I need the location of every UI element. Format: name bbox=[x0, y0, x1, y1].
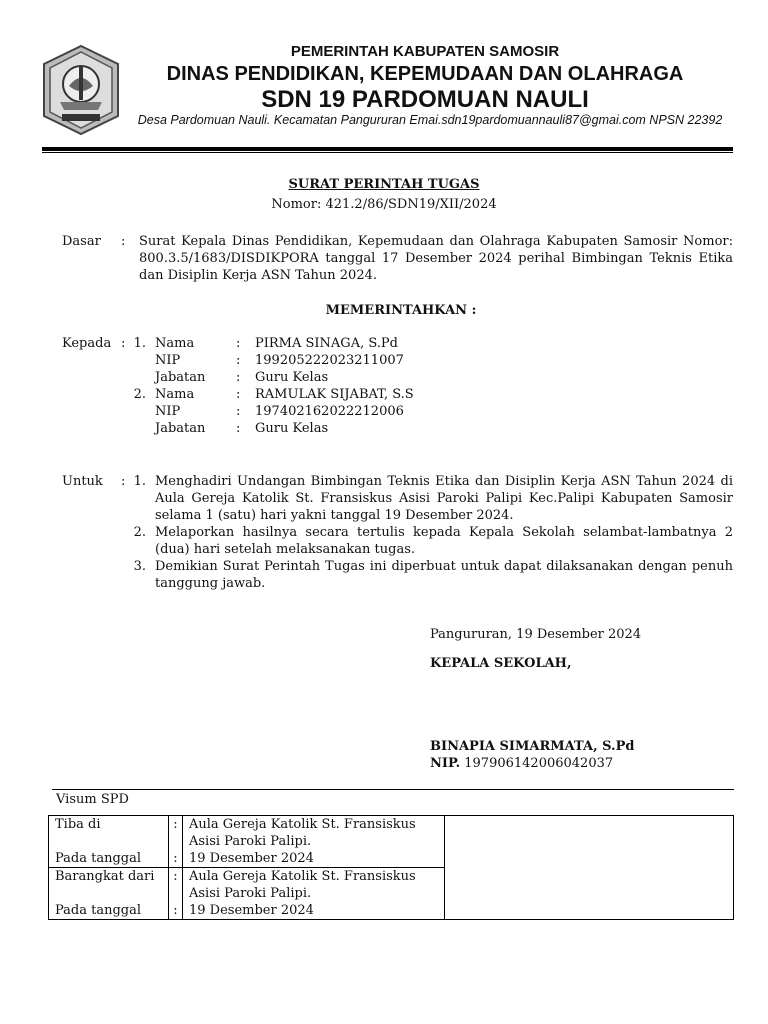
signature-place-date: Pangururan, 19 Desember 2024 bbox=[430, 627, 642, 642]
visum-row-arrival bbox=[49, 816, 734, 868]
colon: : bbox=[236, 336, 241, 351]
colon: : bbox=[173, 851, 178, 866]
person-name-label: Nama bbox=[155, 336, 195, 351]
untuk-colon: : bbox=[121, 474, 126, 489]
signature-nip-label: NIP. bbox=[430, 756, 461, 771]
untuk-item-number: 1. bbox=[133, 474, 146, 489]
dasar-label: Dasar bbox=[62, 234, 101, 249]
kepada-colon: : bbox=[121, 336, 126, 351]
visum-date: 19 Desember 2024 bbox=[189, 851, 314, 866]
person-name-label: Nama bbox=[155, 387, 195, 402]
visum-table bbox=[48, 815, 734, 920]
person-number: 1. bbox=[133, 336, 146, 351]
untuk-item-text: Demikian Surat Perintah Tugas ini diperbuat untuk dapat dilaksanakan dengan penuh tanggung jawab. bbox=[155, 559, 733, 591]
signature-position: KEPALA SEKOLAH, bbox=[430, 656, 572, 671]
letterhead-department: DINAS PENDIDIKAN, KEPEMUDAAN DAN OLAHRAGA bbox=[166, 63, 684, 85]
person-number: 2. bbox=[133, 387, 146, 402]
visum-place-line2: Asisi Paroki Palipi. bbox=[189, 886, 312, 901]
colon: : bbox=[173, 903, 178, 918]
person-nip-label: NIP bbox=[155, 404, 181, 419]
signature-nip: 197906142006042037 bbox=[464, 756, 614, 771]
colon: : bbox=[236, 387, 241, 402]
visum-row-label: Barangkat dari bbox=[55, 869, 155, 884]
person-nip: 199205222023211007 bbox=[255, 353, 404, 368]
letterhead-divider-thick bbox=[42, 147, 733, 151]
visum-row-label: Tiba di bbox=[55, 817, 101, 832]
person-jabatan: Guru Kelas bbox=[255, 421, 329, 436]
document-title: SURAT PERINTAH TUGAS bbox=[288, 177, 480, 192]
letterhead-divider-thin bbox=[42, 152, 733, 153]
dasar-text: Surat Kepala Dinas Pendidikan, Kepemudaan dan Olahraga Kabupaten Samosir Nomor: 800.3.5/1683/DISDIKPORA tanggal 17 Desember 2024 perihal Bimbingan Teknis Etika dan Disiplin Kerja ASN Tahun 2024. bbox=[139, 234, 733, 283]
visum-row-label-cell bbox=[49, 868, 169, 920]
untuk-label: Untuk bbox=[62, 474, 103, 489]
signature-name: BINAPIA SIMARMATA, S.Pd bbox=[430, 739, 635, 754]
kabupaten-samosir-emblem-icon bbox=[40, 44, 122, 136]
visum-date: 19 Desember 2024 bbox=[189, 903, 314, 918]
colon: : bbox=[173, 869, 178, 884]
dasar-colon: : bbox=[121, 234, 126, 249]
visum-title: Visum SPD bbox=[56, 792, 129, 807]
untuk-item-text: Melaporkan hasilnya secara tertulis kepada Kepala Sekolah selambat-lambatnya 2 (dua) hari setelah melaksanakan tugas. bbox=[155, 525, 733, 557]
person-jabatan-label: Jabatan bbox=[155, 370, 206, 385]
untuk-item-number: 3. bbox=[133, 559, 146, 574]
visum-row-label-cell bbox=[49, 816, 169, 868]
letterhead-school: SDN 19 PARDOMUAN NAULI bbox=[261, 86, 589, 113]
signature-nip-line bbox=[430, 755, 613, 772]
visum-place-line2: Asisi Paroki Palipi. bbox=[189, 834, 312, 849]
letterhead-government: PEMERINTAH KABUPATEN SAMOSIR bbox=[290, 43, 560, 60]
colon: : bbox=[236, 421, 241, 436]
visum-place-cell bbox=[183, 816, 445, 868]
untuk-item-text: Menghadiri Undangan Bimbingan Teknis Etika dan Disiplin Kerja ASN Tahun 2024 di Aula Gereja Katolik St. Fransiskus Asisi Paroki Palipi Kec.Palipi Kabupaten Samosir selama 1 (satu) hari yakni tanggal 19 Desember 2024. bbox=[155, 474, 733, 523]
letterhead-address: Desa Pardomuan Nauli. Kecamatan Pangururan Emai.sdn19pardomuannauli87@gmai.com NPSN 22392 bbox=[137, 113, 723, 127]
person-jabatan: Guru Kelas bbox=[255, 370, 329, 385]
visum-place-line1: Aula Gereja Katolik St. Fransiskus bbox=[189, 817, 416, 832]
colon: : bbox=[236, 370, 241, 385]
person-jabatan-label: Jabatan bbox=[155, 421, 206, 436]
person-name: PIRMA SINAGA, S.Pd bbox=[255, 336, 398, 351]
visum-date-label: Pada tanggal bbox=[55, 851, 142, 866]
visum-place-line1: Aula Gereja Katolik St. Fransiskus bbox=[189, 869, 416, 884]
visum-colon-cell bbox=[169, 816, 183, 868]
instruction-heading: MEMERINTAHKAN : bbox=[325, 303, 477, 318]
colon: : bbox=[173, 817, 178, 832]
person-nip-label: NIP bbox=[155, 353, 181, 368]
person-nip: 197402162022212006 bbox=[255, 404, 404, 419]
visum-colon-cell bbox=[169, 868, 183, 920]
colon: : bbox=[236, 404, 241, 419]
visum-signature-cell bbox=[445, 816, 734, 920]
visum-place-cell bbox=[183, 868, 445, 920]
untuk-item-number: 2. bbox=[133, 525, 146, 540]
colon: : bbox=[236, 353, 241, 368]
kepada-label: Kepada bbox=[62, 336, 112, 351]
visum-date-label: Pada tanggal bbox=[55, 903, 142, 918]
visum-divider bbox=[52, 789, 734, 790]
person-name: RAMULAK SIJABAT, S.S bbox=[255, 387, 414, 402]
document-number: Nomor: 421.2/86/SDN19/XII/2024 bbox=[271, 197, 497, 212]
